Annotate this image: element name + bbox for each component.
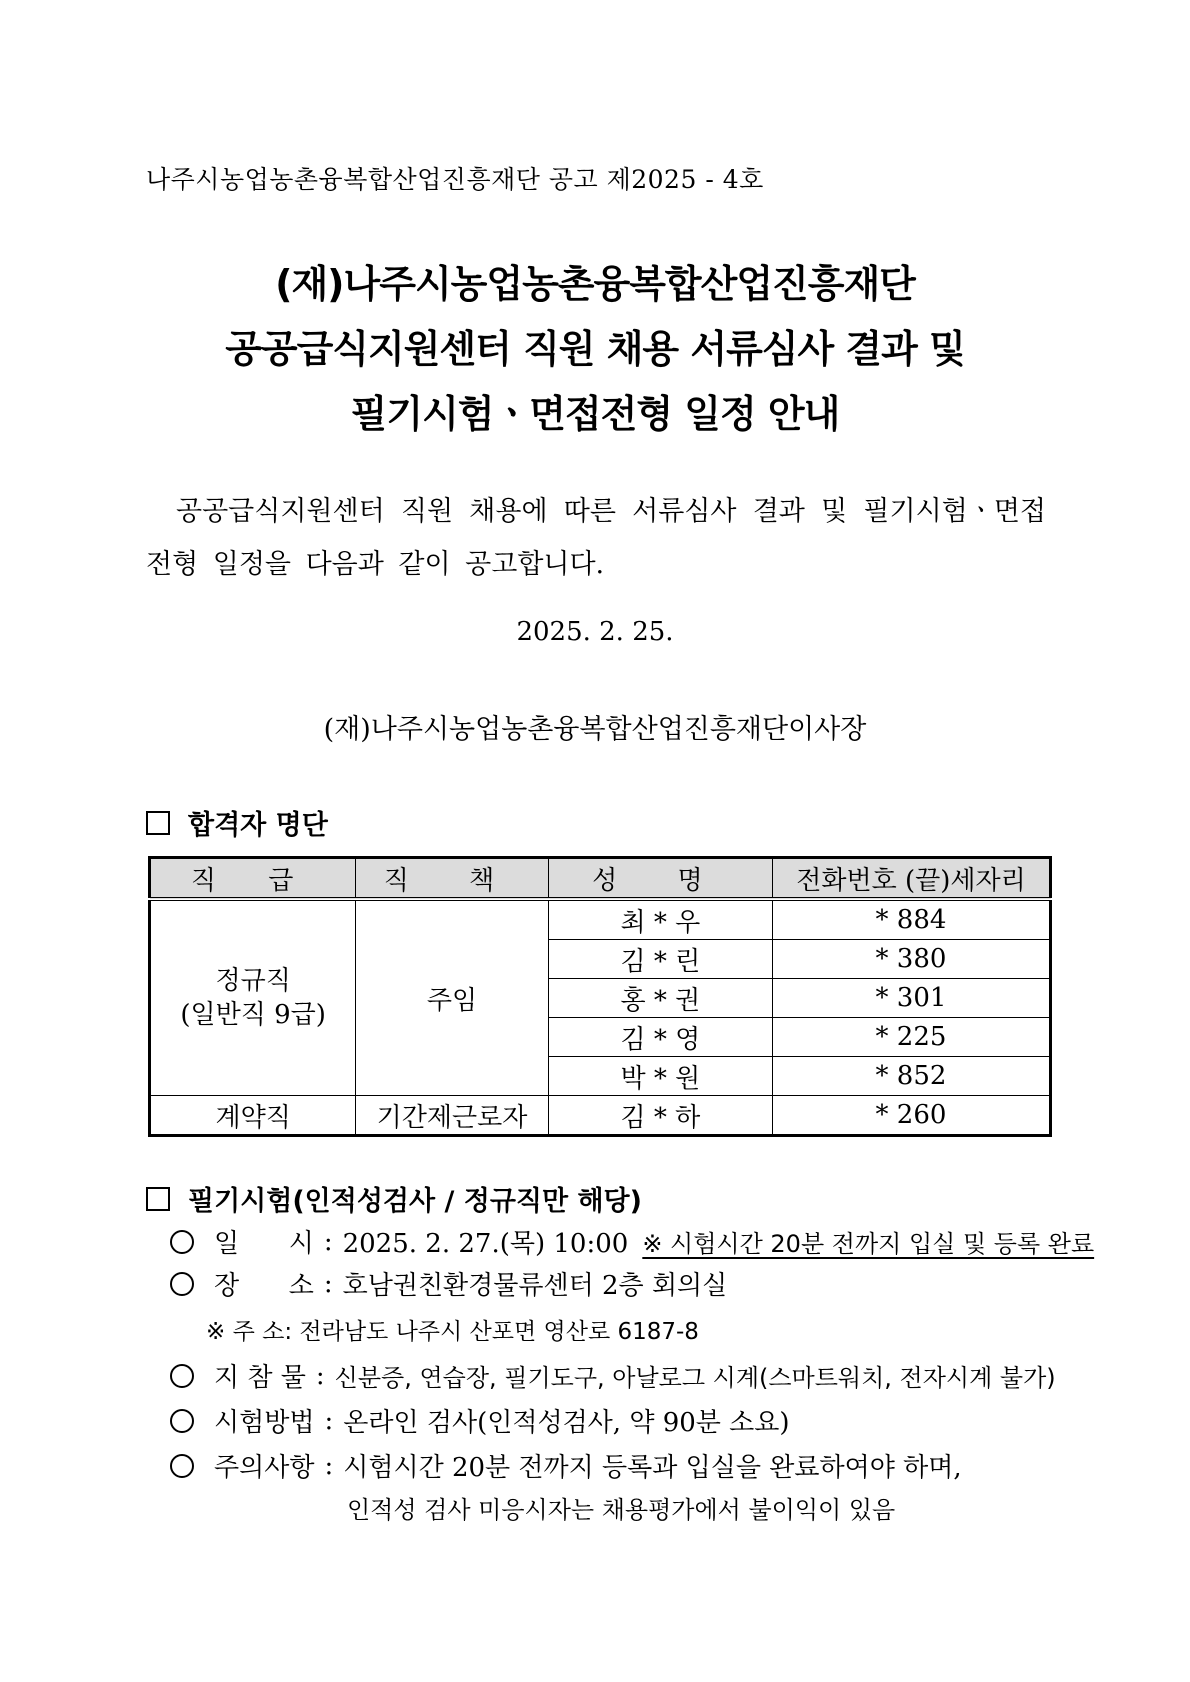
circle-bullet-icon [170, 1230, 194, 1254]
address-note: ※ 주 소: 전라남도 나주시 산포면 영산로 6187-8 [206, 1319, 699, 1345]
exam-method-line: 시험방법 : 온라인 검사(인적성검사, 약 90분 소요) [170, 1402, 790, 1439]
checkbox-square-icon [146, 811, 170, 835]
grade-sublabel: (일반직 9급) [180, 1000, 326, 1030]
phone-cell: * 260 [772, 1096, 1050, 1136]
title-line-2: 공공급식지원센터 직원 채용 서류심사 결과 및 [225, 327, 965, 371]
header-role: 직 책 [356, 858, 548, 900]
header-name: 성 명 [548, 858, 772, 900]
checkbox-square-icon [146, 1187, 170, 1211]
datetime-note: ※ 시험시간 20분 전까지 입실 및 등록 완료 [642, 1230, 1095, 1258]
role-cell: 주임 [356, 899, 548, 1096]
exam-items-line: 지 참 물 : 신분증, 연습장, 필기도구, 아날로그 시계(스마트워치, 전자시계 불가) [170, 1357, 1056, 1394]
table-header-row [150, 858, 1051, 900]
phone-cell: * 852 [772, 1057, 1050, 1096]
circle-bullet-icon [170, 1364, 194, 1388]
title-line-3: 필기시험ㆍ면접전형 일정 안내 [350, 392, 840, 436]
section-heading-roster [146, 803, 328, 842]
role-cell: 기간제근로자 [356, 1096, 548, 1136]
table-row [150, 1096, 1051, 1136]
section-title: 필기시험(인적성검사 / 정규직만 해당) [188, 1186, 642, 1217]
exam-place-line: 장 소 : 호남권친환경물류센터 2층 회의실 [170, 1265, 727, 1302]
method-label: 시험방법 [214, 1408, 315, 1438]
phone-cell: * 301 [772, 979, 1050, 1018]
roster-table [148, 856, 1052, 1137]
table-row [150, 899, 1051, 940]
title-line-1: (재)나주시농업농촌융복합산업진흥재단 [275, 262, 915, 306]
intro-paragraph: 공공급식지원센터 직원 채용에 따른 서류심사 결과 및 필기시험ㆍ면접전형 일정을 다음과 같이 공고합니다. [146, 496, 1046, 580]
phone-cell: * 380 [772, 940, 1050, 979]
caution-line-1: 시험시간 20분 전까지 등록과 입실을 완료하여야 하며, [343, 1453, 962, 1483]
notice-number: 나주시농업농촌융복합산업진흥재단 공고 제2025 - 4호 [146, 165, 764, 194]
items-label: 지 참 물 [214, 1363, 306, 1393]
phone-cell: * 884 [772, 899, 1050, 940]
name-cell: 최 * 우 [548, 899, 772, 940]
header-grade: 직 급 [150, 858, 356, 900]
place-label: 장 소 [214, 1271, 314, 1301]
method-value: 온라인 검사(인적성검사, 약 90분 소요) [343, 1408, 790, 1438]
grade-label: 정규직 [215, 966, 291, 996]
notice-date: 2025. 2. 25. [516, 617, 674, 647]
grade-cell: 계약직 [150, 1096, 356, 1136]
datetime-label: 일 시 [214, 1229, 314, 1259]
grade-cell [150, 899, 356, 1096]
circle-bullet-icon [170, 1454, 194, 1478]
name-cell: 김 * 린 [548, 940, 772, 979]
exam-datetime-line: 일 시 : 2025. 2. 27.(목) 10:00 ※ 시험시간 20분 전까지 입실 및 등록 완료 [170, 1223, 1094, 1260]
datetime-value: 2025. 2. 27.(목) 10:00 [342, 1229, 629, 1259]
name-cell: 김 * 영 [548, 1018, 772, 1057]
header-phone: 전화번호 (끝)세자리 [772, 858, 1050, 900]
name-cell: 홍 * 권 [548, 979, 772, 1018]
exam-caution-line: 주의사항 : 시험시간 20분 전까지 등록과 입실을 완료하여야 하며, [170, 1447, 962, 1484]
place-value: 호남권친환경물류센터 2층 회의실 [342, 1271, 728, 1301]
exam-caution-continuation [347, 1490, 895, 1525]
phone-cell: * 225 [772, 1018, 1050, 1057]
caution-line-2: 인적성 검사 미응시자는 채용평가에서 불이익이 있음 [347, 1496, 896, 1524]
name-cell: 박 * 원 [548, 1057, 772, 1096]
circle-bullet-icon [170, 1409, 194, 1433]
section-heading-written-exam [146, 1179, 642, 1218]
caution-label: 주의사항 [214, 1453, 315, 1483]
name-cell: 김 * 하 [548, 1096, 772, 1136]
section-title: 합격자 명단 [188, 810, 328, 841]
issuer: (재)나주시농업농촌융복합산업진흥재단이사장 [323, 714, 867, 745]
items-value: 신분증, 연습장, 필기도구, 아날로그 시계(스마트워치, 전자시계 불가) [334, 1364, 1056, 1392]
circle-bullet-icon [170, 1272, 194, 1296]
